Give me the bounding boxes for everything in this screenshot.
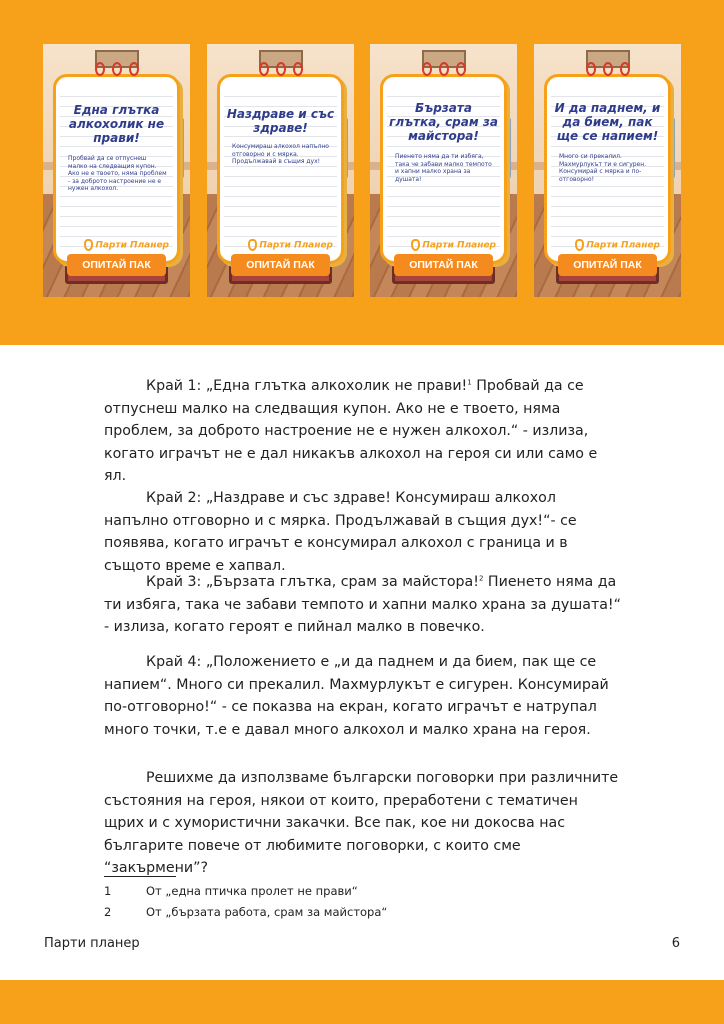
try-again-button[interactable]: ОПИТАЙ ПАК [67,254,166,276]
logo-text: Парти Планер [95,240,169,251]
card-title: Една глътка алкохолик не прави! [68,103,165,145]
try-again-button[interactable]: ОПИТАЙ ПАК [394,254,493,276]
party-planner-logo [575,239,660,251]
bottle-icon [575,239,584,251]
footnote-number: 1 [104,884,112,898]
paragraph-ending-3 [104,571,622,639]
footnote-number: 2 [104,905,112,919]
paragraph-text: Край 2: „Наздраве и със здраве! Консумираш алкохол напълно отговорно и с мярка. Продължавай в същия дух!“- се появява, когато играчът е консумирал алкохол с граница и в същото време е хапвал. [104,490,577,574]
party-planner-logo [411,239,496,251]
paragraph-text: Край 3: „Бързата глътка, срам за майстора! [146,574,479,590]
page-number: 6 [671,936,680,951]
notebook-rings-icon [259,62,303,76]
party-planner-logo [84,239,169,251]
card-title: И да паднем, и да бием, пак ще се напием! [554,101,661,143]
footnote-divider [104,876,176,877]
footnote-2 [104,905,387,919]
card-body: Консумираш алкохол напълно отговорно и с мярка. Продължавай в същия дух! [232,143,329,165]
logo-text: Парти Планер [586,240,660,251]
paragraph-text: Пробвай да се отпуснеш малко на следващия купон. Ако не е твоето, няма проблем, за доброто настроение не е нужен алкохол.“ - излиза, когато играчът не е дал никакъв алкохол на героя си или само е ял. [104,378,598,484]
paragraph-ending-1 [104,375,622,488]
card-note [544,74,671,264]
paragraph-text: Решихме да използваме български поговорки при различните състояния на героя, някои от които, преработени с тематичен щрих и с хумористични закачки. Все пак, кое ни докосва нас българите повече от любимите поговорки, с които сме “закърмени”? [104,770,619,876]
card-title: Бързата глътка, срам за майстора! [389,101,498,143]
bottle-icon [248,239,257,251]
card-body: Пиенето няма да ти избяга, така че забави малко темпото и хапни малко храна за душата! [395,153,492,183]
footer-title: Парти планер [44,936,140,951]
footnote-1 [104,884,358,898]
paragraph-text: Край 1: „Една глътка алкохолик не прави! [146,378,468,394]
bottle-icon [84,239,93,251]
card-note [217,74,344,264]
notebook-rings-icon [422,62,466,76]
card-note [53,74,180,264]
paragraph-text: Край 4: „Положението е „и да паднем и да бием, пак ще се напием“. Много си прекалил. Махмурлукът е сигурен. Консумирай по-отговорно!“ - се показва на екран, когато играчът е натрупал много точки, т.е е давал много алкохол и малко храна на героя. [104,654,609,738]
party-planner-logo [248,239,333,251]
logo-text: Парти Планер [422,240,496,251]
notebook-rings-icon [95,62,139,76]
card-title: Наздраве и със здраве! [226,107,335,135]
logo-text: Парти Планер [259,240,333,251]
footnote-ref: 2 [478,574,484,583]
card-body: Много си прекалил. Махмурлукът ти е сигурен. Консумирай с мярка и по-отговорно! [559,153,647,183]
ending-card-2 [207,44,354,297]
try-again-button[interactable]: ОПИТАЙ ПАК [231,254,330,276]
card-note [380,74,507,264]
footer-band [0,980,724,1024]
ending-card-3 [370,44,517,297]
ending-card-1 [43,44,190,297]
paragraph-text: Пиенето няма да ти избяга, така че забави темпото и хапни малко храна за душата!“ - излиза, когато героят е пийнал малко в повечко. [104,574,621,635]
footnote-text: От „една птичка пролет не прави“ [146,884,358,898]
try-again-button[interactable]: ОПИТАЙ ПАК [558,254,657,276]
footnote-ref: 1 [467,378,472,387]
paragraph-conclusion [104,767,622,880]
paragraph-ending-4 [104,651,622,741]
footnote-text: От „бързата работа, срам за майстора“ [146,905,388,919]
notebook-rings-icon [586,62,630,76]
bottle-icon [411,239,420,251]
paragraph-ending-2 [104,487,622,577]
ending-card-4 [534,44,681,297]
card-body: Пробвай да се отпуснеш малко на следващия купон. Ако не е твоето, няма проблем - за доброто настроение не е нужен алкохол. [68,155,167,192]
